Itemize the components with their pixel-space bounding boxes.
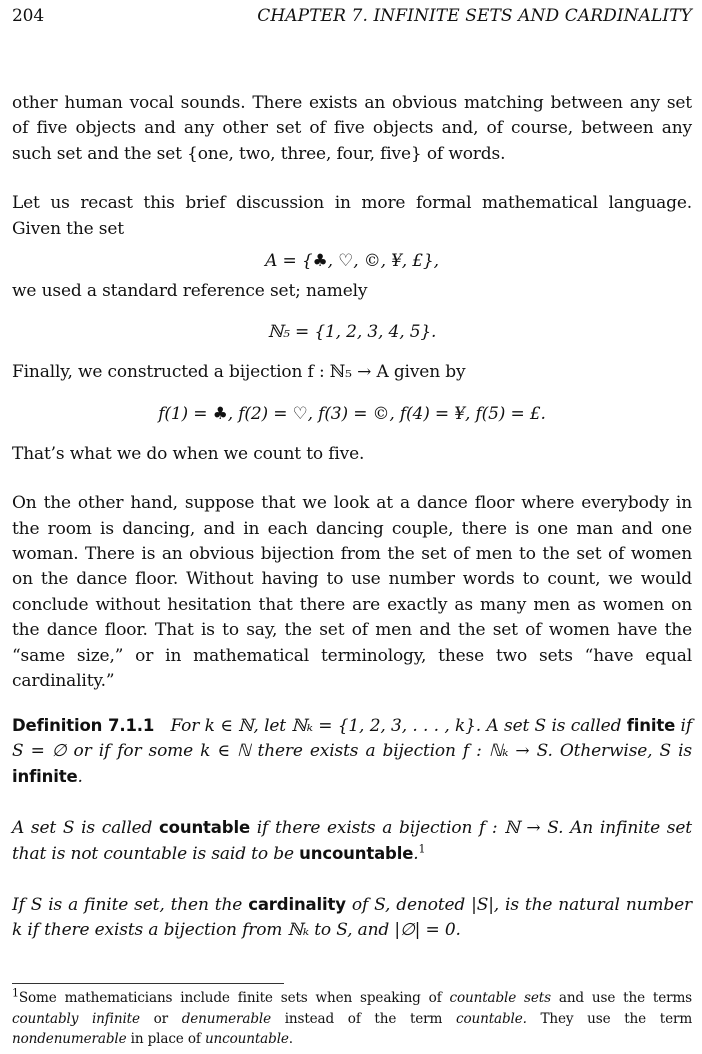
definition-label: Definition 7.1.1 — [12, 715, 155, 735]
display-equation-set-a: A = {♣, ♡, ©, ¥, £}, — [265, 251, 439, 272]
running-head: CHAPTER 7. INFINITE SETS AND CARDINALITY — [257, 6, 692, 26]
definition-7-1-1 — [12, 713, 692, 791]
paragraph-6: On the other hand, suppose that we look at a dance floor where everybody in the room is dancing, and in each dancing couple, there is one man and one woman. There is an obvious bijection from the set of men to the set of women on the dance floor. Without having to use number words to count, we would conclude without hesitation that there are exactly as many men as women on the dance floor. That is to say, the set of men and the set of women have the “same size,” or in mathematical terminology, these two sets “have equal cardinality.” — [12, 493, 692, 692]
page-header — [12, 6, 692, 30]
definition-period: . — [77, 767, 83, 788]
footnote-emphasis: nondenumerable — [12, 1031, 127, 1047]
display-equation-bijection: f(1) = ♣, f(2) = ♡, f(3) = ©, f(4) = ¥, f(5) = £. — [158, 403, 546, 424]
footnote-reference[interactable]: 1 — [418, 842, 426, 856]
paragraph-5: That’s what we do when we count to five. — [12, 443, 365, 464]
footnote-text: or — [153, 1010, 168, 1027]
paragraph-3: we used a standard reference set; namely — [12, 281, 368, 302]
footnote — [12, 988, 692, 1050]
footnote-mark: 1 — [12, 986, 19, 1000]
footnote-emphasis: countable. — [455, 1010, 527, 1027]
cardinality-text: If S is a finite set, then the — [12, 894, 243, 915]
footnote-text: instead of the term — [284, 1010, 443, 1027]
countable-text: if there exists a bijection f : ℕ → S. An infinite set that is not countable is said to be — [12, 817, 692, 865]
term-infinite: infinite — [12, 767, 78, 787]
cardinality-text: of S, denoted |S|, is the natural number k if there exists a bijection from ℕₖ to S, and |∅| = 0. — [12, 894, 693, 940]
countable-period: . — [413, 844, 419, 865]
footnote-text: and use the terms — [558, 990, 693, 1006]
countable-definition — [12, 815, 692, 868]
term-uncountable: uncountable — [299, 844, 414, 864]
footnote-rule — [12, 983, 284, 984]
footnote-emphasis: countable sets — [449, 990, 551, 1006]
footnote-text: in place of — [130, 1031, 201, 1047]
footnote-emphasis: uncountable — [204, 1031, 289, 1047]
footnote-text: They use the term — [540, 1010, 693, 1027]
footnote-text: Some mathematicians include finite sets when speaking of — [18, 990, 442, 1006]
footnote-emphasis: denumerable — [181, 1010, 271, 1027]
paragraph-2: Let us recast this brief discussion in more formal mathematical language. Given the set — [12, 193, 692, 239]
cardinality-definition — [12, 892, 692, 944]
term-cardinality: cardinality — [248, 894, 346, 914]
footnote-emphasis: countably infinite — [12, 1010, 140, 1027]
term-finite: finite — [626, 715, 676, 735]
page-number: 204 — [12, 6, 44, 26]
definition-text: For k ∈ ℕ, let ℕₖ = {1, 2, 3, . . . , k}. A set S is called — [170, 715, 622, 736]
term-countable: countable — [159, 817, 250, 837]
page-body — [12, 91, 692, 943]
paragraph-1: other human vocal sounds. There exists an obvious matching between any set of five objects and any other set of five objects and, of course, between any such set and the set {one, two, three, four, five} of words. — [12, 93, 692, 164]
definition-text: if S = ∅ or if for some k ∈ ℕ there exists a bijection f : ℕₖ → S. Otherwise, S is — [12, 715, 692, 761]
countable-text: A set S is called — [12, 817, 153, 838]
display-equation-n5: ℕ₅ = {1, 2, 3, 4, 5}. — [267, 322, 437, 343]
footnote-period: . — [288, 1031, 293, 1047]
paragraph-4: Finally, we constructed a bijection f : ℕ₅ → A given by — [12, 362, 466, 383]
